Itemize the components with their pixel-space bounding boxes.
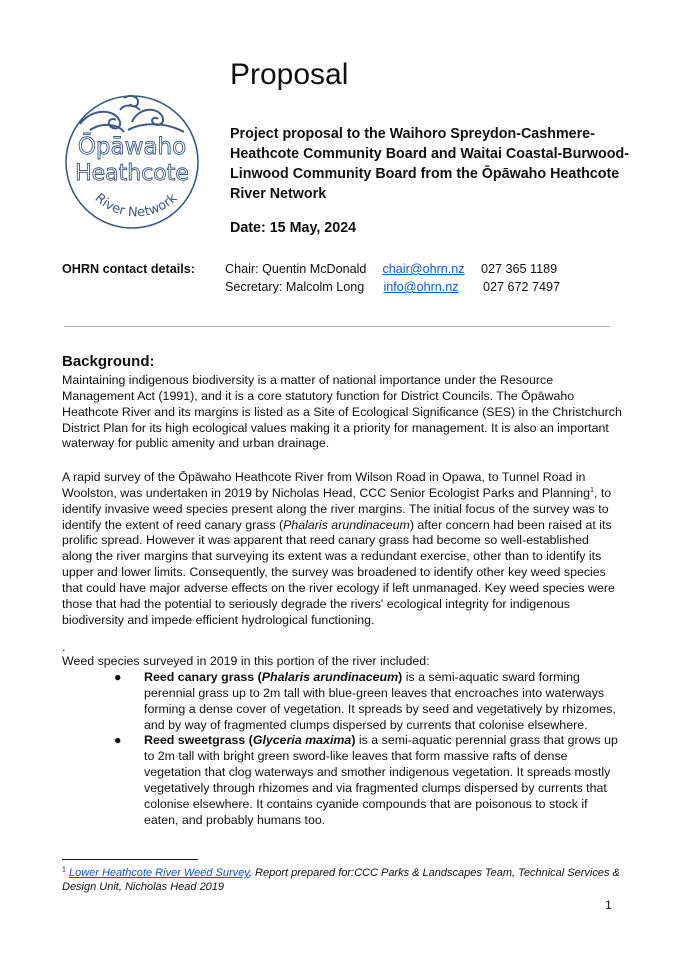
stray-dot: . [62, 640, 66, 654]
logo-line1: Ōpāwaho [77, 134, 187, 160]
contact-name: Secretary: Malcolm Long [225, 280, 365, 294]
contact-phone: 027 672 7497 [483, 280, 561, 294]
weed-species-list [114, 670, 624, 828]
bullet-icon: ● [114, 670, 122, 684]
proposal-date: Date: 15 May, 2024 [230, 220, 357, 236]
logo-line2: Heathcote [75, 161, 189, 186]
page-number: 1 [605, 898, 612, 912]
horizontal-divider [64, 326, 610, 327]
contact-row-chair [225, 262, 557, 276]
bullet-icon: ● [114, 733, 122, 748]
proposal-subtitle: Project proposal to the Waihoro Spreydon-Cashmere-Heathcote Community Board and Waitai Coastal-Burwood-Linwood Community Board from the Ōpāwaho Heathcote River Network [230, 126, 630, 202]
footnote-ref[interactable]: 1 [590, 486, 594, 494]
email-link-chair[interactable]: chair@ohrn.nz [382, 262, 465, 276]
contact-name: Chair: Quentin McDonald [225, 262, 367, 276]
logo-line3: River Network [91, 190, 181, 221]
list-item: ● Reed sweetgrass (Glyceria maxima) is a semi-aquatic perennial grass that grows up to 2m tall with bright green sword-like leaves that form massive rafts of dense vegetation that clog waterways and smother indigenous vegetation. It spreads mostly vegetatively through rhizomes and via fragmented clumps dispersed by currents that colonise elsewhere. It contains cyanide compounds that are poisonous to stock if eaten, and probably humans too. [114, 733, 618, 827]
paragraph-2: A rapid survey of the Ōpāwaho Heathcote River from Wilson Road in Opawa, to Tunnel Road in Woolston, was undertaken in 2019 by Nicholas Head, CCC Senior Ecologist Parks and Planning$^1$, to identify invasive weed species present along the river margins. The initial focus of the survey was to identify the extent of reed canary grass (Phalaris arundinaceum) after concern had been raised at its prolific spread. However it was apparent that reed canary grass had become so well-established along the river margins that surveying its extent was a redundant exercise, other than to identify its upper and lower limits. Consequently, the survey was broadened to identify other key weed species that could have major adverse effects on the river ecology if left unmanaged. Key weed species were those that had the potential to seriously degrade the rivers' ecological integrity for indigenous biodiversity and impede efficient hydrological functioning. [62, 470, 615, 627]
page-title: Proposal [230, 58, 349, 91]
paragraph-3: Weed species surveyed in 2019 in this portion of the river included: [62, 654, 430, 668]
contact-label: OHRN contact details: [62, 262, 195, 276]
footnote-link[interactable]: Lower Heathcote River Weed Survey [68, 867, 249, 879]
list-item: ● Reed canary grass (Phalaris arundinaceum) is a semi-aquatic sward forming perennial grass up to 2m tall with blue-green leaves that encroaches into waterways forming a dense cover of vegetation. It spreads by seed and vegetatively by rhizomes, and by way of fragmented clumps dispersed by currents that colonise elsewhere. [114, 670, 616, 732]
koru-wave-icon [80, 96, 184, 132]
contact-phone: 027 365 1189 [481, 262, 558, 276]
section-heading-background: Background: [62, 353, 155, 370]
ohrn-logo [62, 92, 202, 232]
contact-row-secretary [225, 280, 560, 294]
paragraph-1: Maintaining indigenous biodiversity is a matter of national importance under the Resource Management Act (1991), and it is a core statutory function for District Councils. The Ōpāwaho Heathcote River and its margins is listed as a Site of Ecological Significance (SES) in the Christchurch District Plan for its high ecological values making it a priority for management. It is also an important waterway for public amenity and urban drainage. [62, 373, 622, 451]
footnote-divider [62, 859, 198, 860]
email-link-secretary[interactable]: info@ohrn.nz [383, 280, 459, 294]
footnote: $^1$ Lower Heathcote River Weed Survey, Report prepared for:CCC Parks & Landscapes Team, Technical Services & Design Unit, Nicholas Head 2019 [62, 866, 620, 893]
